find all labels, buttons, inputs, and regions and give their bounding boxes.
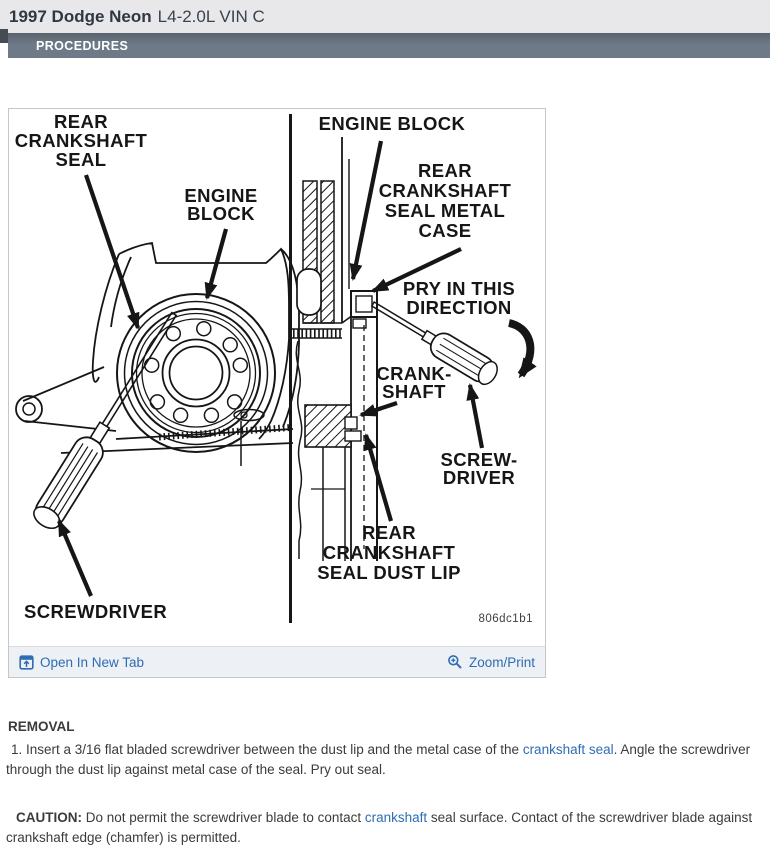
seal-metal-case [351, 291, 377, 328]
procedures-tab-bar [8, 33, 770, 58]
svg-text:SEAL: SEAL [55, 149, 107, 170]
label-pry-direction: PRY IN THIS [402, 278, 516, 299]
arrow-crankshaft [361, 403, 397, 415]
figure-toolbar [9, 646, 545, 677]
crankshaft-seal-link[interactable]: crankshaft seal [522, 742, 614, 757]
figure-card [8, 108, 546, 678]
svg-text:SEAL METAL: SEAL METAL [384, 200, 506, 221]
caution-label: CAUTION: [16, 810, 82, 825]
screwdriver-left [29, 306, 186, 533]
figure-code: 806dc1b1 [478, 613, 533, 625]
tab-bar-notch [0, 29, 8, 43]
vehicle-title: 1997 Dodge Neon [9, 7, 152, 26]
page-title-bar [0, 0, 770, 33]
step-text: 1. Insert a 3/16 flat bladed screwdriver between the dust lip and the metal case of the [11, 742, 523, 757]
right-panel-labels [317, 113, 517, 583]
arrow-dust-lip [366, 435, 391, 521]
svg-text:CRANKSHAFT: CRANKSHAFT [14, 130, 148, 151]
open-in-new-tab-icon [19, 655, 34, 670]
label-screwdriver-right: SCREW- [440, 449, 518, 470]
svg-text:SEAL DUST LIP: SEAL DUST LIP [317, 562, 461, 583]
open-in-new-tab-label: Open In New Tab [40, 654, 145, 670]
left-panel-drawing [16, 243, 299, 533]
arrow-engine-block-right [353, 141, 381, 279]
label-rear-crankshaft-seal: REAR [53, 111, 109, 132]
removal-step-1 [6, 740, 762, 780]
label-seal-dust-lip: REAR [361, 522, 417, 543]
zoom-print-label: Zoom/Print [468, 654, 535, 670]
vehicle-engine-subtitle: L4-2.0L VIN C [157, 7, 265, 26]
label-crankshaft: CRANK- [376, 363, 452, 384]
section-heading-removal: REMOVAL [8, 719, 75, 734]
step-text-continued: . Angle the screwdriver through the dust lip against metal case of the seal. Pry out seal. [6, 742, 751, 777]
panel-divider [289, 114, 292, 623]
block-contour-left [93, 254, 119, 382]
label-screwdriver-left: SCREWDRIVER [24, 601, 168, 622]
svg-text:DRIVER: DRIVER [442, 467, 516, 488]
pry-arrow [509, 323, 530, 375]
label-engine-block-right: ENGINE BLOCK [318, 113, 466, 134]
arrow-screwdriver-right [470, 385, 482, 448]
caution-text-continued: seal surface. Contact of the screwdriver blade against crankshaft edge (chamfer) is permitted. [6, 810, 753, 845]
svg-text:CRANKSHAFT: CRANKSHAFT [322, 542, 456, 563]
caution-text: Do not permit the screwdriver blade to contact [82, 810, 365, 825]
label-engine-block-left: ENGINE [184, 185, 258, 206]
label-seal-metal-case: REAR [417, 160, 473, 181]
crankshaft-link[interactable]: crankshaft [364, 810, 428, 825]
zoom-magnifier-icon [447, 654, 463, 670]
seal-removal-diagram [9, 109, 545, 646]
support-arm [16, 367, 116, 431]
tab-procedures[interactable]: PROCEDURES [36, 38, 129, 53]
svg-text:CRANKSHAFT: CRANKSHAFT [378, 180, 512, 201]
procedure-text [0, 720, 770, 848]
svg-text:SHAFT: SHAFT [382, 381, 446, 402]
open-in-new-tab-link[interactable] [19, 655, 144, 670]
svg-text:CASE: CASE [418, 220, 472, 241]
arrow-rear-seal [86, 175, 138, 328]
svg-text:DIRECTION: DIRECTION [406, 297, 512, 318]
caution-note [6, 808, 762, 848]
zoom-print-link[interactable] [447, 654, 535, 670]
svg-text:BLOCK: BLOCK [187, 203, 255, 224]
arrow-screwdriver-left [59, 521, 91, 596]
block-cross-section [297, 137, 353, 323]
